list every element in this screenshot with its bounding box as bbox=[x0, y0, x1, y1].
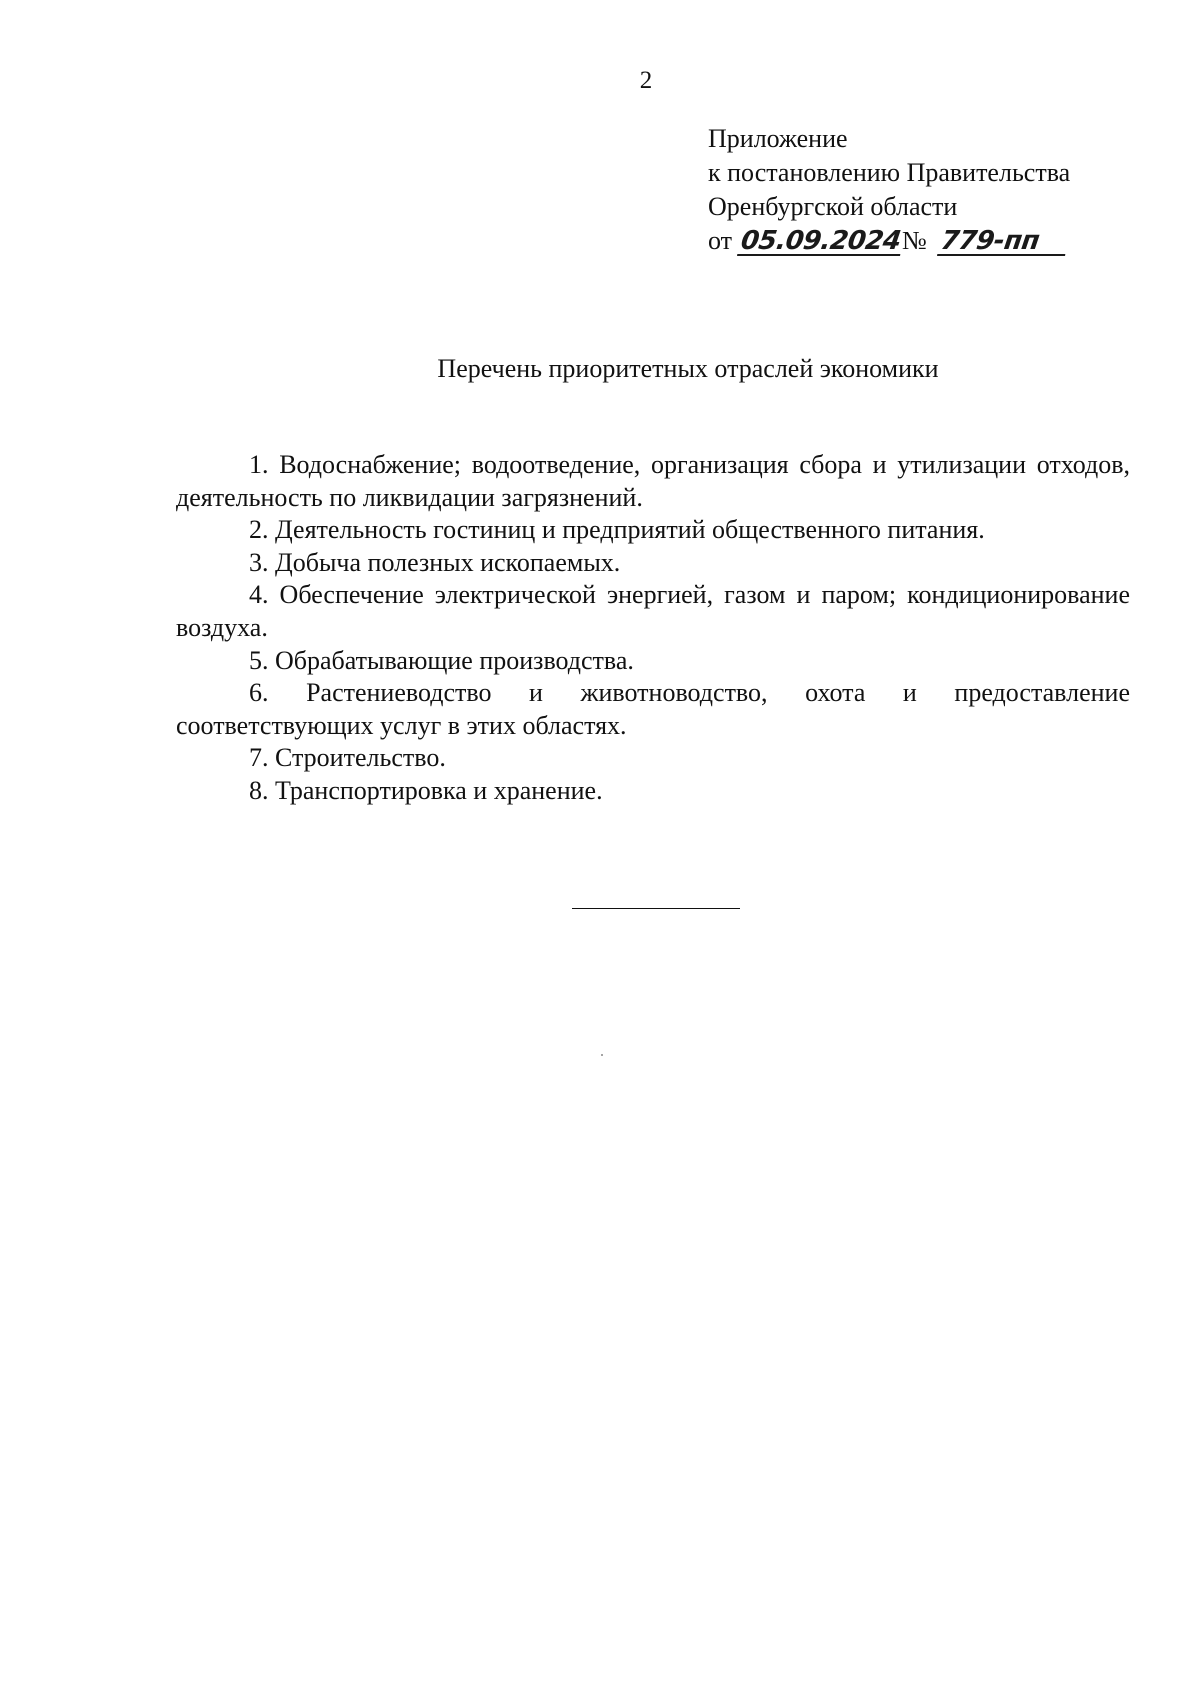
appendix-label: Приложение bbox=[708, 124, 848, 153]
appendix-header bbox=[708, 122, 1070, 258]
list-item: 8. Транспортировка и хранение. bbox=[249, 775, 603, 805]
handwritten-date: 05.09.2024 bbox=[738, 226, 903, 256]
list-item: 1. Водоснабжение; водоотведение, организация сбора и утилизации отходов, деятельность по ликвидации загрязнений. bbox=[176, 450, 1130, 512]
list-item: 6. Растениеводство и животноводство, охота и предоставление соответствующих услуг в этих областях. bbox=[176, 678, 1130, 740]
list-item: 3. Добыча полезных ископаемых. bbox=[249, 547, 621, 577]
appendix-region-line: Оренбургской области bbox=[708, 192, 958, 221]
list-item: 5. Обрабатывающие производства. bbox=[249, 645, 634, 675]
handwritten-number: 779-пп bbox=[937, 228, 1069, 256]
appendix-date-number-line bbox=[708, 224, 1070, 258]
appendix-resolution-line: к постановлению Правительства bbox=[708, 158, 1071, 187]
document-title: Перечень приоритетных отраслей экономики bbox=[437, 354, 939, 383]
end-divider bbox=[572, 908, 740, 909]
list-item: 2. Деятельность гостиниц и предприятий общественного питания. bbox=[249, 515, 985, 545]
from-label: от bbox=[708, 226, 733, 255]
scan-speck bbox=[601, 1054, 603, 1056]
list-item: 4. Обеспечение электрической энергией, газом и паром; кондиционирование воздуха. bbox=[176, 580, 1130, 642]
list-item: 7. Строительство. bbox=[249, 743, 446, 773]
number-sign: № bbox=[902, 226, 927, 255]
priority-sectors-list bbox=[176, 449, 1130, 808]
page-number: 2 bbox=[639, 67, 653, 94]
